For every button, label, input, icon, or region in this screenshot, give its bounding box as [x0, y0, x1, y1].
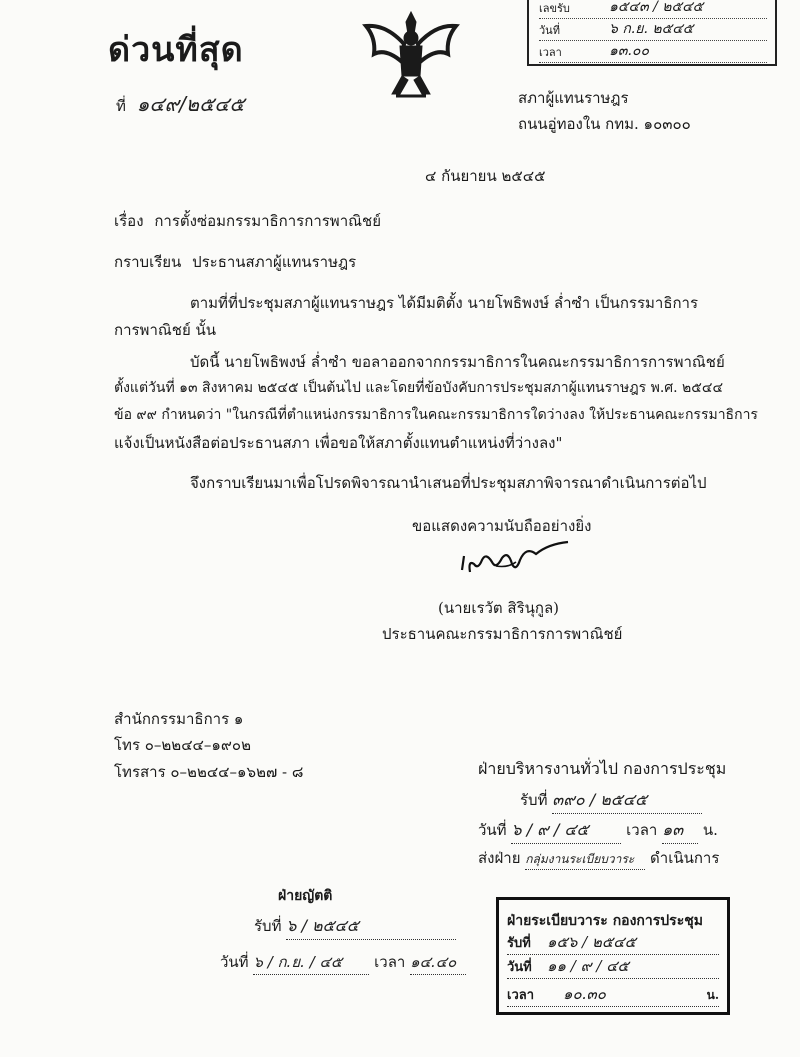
receipt-note-assign: [478, 846, 719, 870]
stamp-row-value: ๑๕๖ / ๒๕๔๕: [547, 933, 636, 951]
stamp-row-suffix: น.: [706, 988, 719, 1002]
stamp-row-label: วันที่: [539, 24, 560, 37]
salutation-label: กราบเรียน: [114, 253, 182, 271]
receipt-note-recv: [520, 788, 702, 814]
legal-note-title: ฝ่ายญัตติ: [278, 888, 333, 904]
doc-number-prefix: ที่: [116, 97, 126, 115]
receipt-note-title: ฝ่ายบริหารงานทั่วไป กองการประชุม: [478, 759, 727, 778]
receipt-note-time-value: ๑๓: [662, 818, 698, 844]
stamp-row-label: รับที่: [507, 936, 531, 951]
receipt-note-assign-label: ส่งฝ่าย: [478, 849, 521, 867]
garuda-emblem: [356, 4, 466, 104]
salutation-text: ประธานสภาผู้แทนราษฎร: [192, 253, 357, 271]
legal-note-recv: [254, 914, 456, 940]
stamp-row: [507, 986, 719, 1007]
body-para2-line3: ข้อ ๙๙ กำหนดว่า "ในกรณีที่ตำแหน่งกรรมาธิการในคณะกรรมาธิการใดว่างลง ให้ประธานคณะกรรมาธิการ: [114, 407, 758, 423]
doc-number-value: ๑๔๙/๒๕๔๕: [136, 92, 245, 116]
signer-title: ประธานคณะกรรมาธิการการพาณิชย์: [382, 625, 623, 643]
stamp-row: [507, 958, 719, 979]
stamp-row: [539, 0, 767, 19]
salutation-line: [114, 250, 356, 274]
legal-note-recv-label: รับที่: [254, 917, 282, 935]
stamp-row: [539, 44, 767, 63]
body-para2-line4: แจ้งเป็นหนังสือต่อประธานสภา เพื่อขอให้สภาตั้งแทนตำแหน่งที่ว่างลง": [114, 434, 563, 452]
receipt-note-recv-value: ๓๙๐ / ๒๕๔๕: [552, 788, 702, 814]
receipt-note-date-label: วันที่: [478, 821, 507, 839]
subject-text: การตั้งซ่อมกรรมาธิการการพาณิชย์: [154, 212, 381, 230]
stamp-row-value: ๑๐.๓๐: [563, 985, 606, 1003]
legal-note-date-value: ๖ / ก.ย. / ๔๕: [253, 950, 369, 975]
stamp-row-label: วันที่: [507, 960, 532, 975]
stamp-row-value: ๖ ก.ย. ๒๕๔๕: [609, 21, 694, 37]
footer-office: สำนักกรรมาธิการ ๑: [114, 710, 244, 728]
subject-label: เรื่อง: [114, 212, 144, 230]
receipt-note-date-value: ๖ / ๙ / ๔๕: [511, 818, 621, 844]
letter-date: ๔ กันยายน ๒๕๔๕: [425, 167, 546, 185]
stamp-row-label: เลขรับ: [539, 2, 570, 15]
body-para2-line2: ตั้งแต่วันที่ ๑๓ สิงหาคม ๒๕๔๕ เป็นต้นไป และโดยที่ข้อบังคับการประชุมสภาผู้แทนราษฎร พ.ศ. ๒๕๔๔: [114, 380, 724, 396]
legal-note-date-label: วันที่: [220, 953, 249, 971]
stamp-row-label: เวลา: [507, 988, 535, 1003]
legal-note-date: [220, 950, 466, 975]
footer-fax: โทรสาร ๐–๒๒๔๔–๑๖๒๗ - ๘: [114, 763, 304, 781]
receipt-stamp-bottom: [496, 897, 730, 1015]
urgent-label: ด่วนที่สุด: [108, 30, 244, 70]
subject-line: [114, 209, 381, 233]
doc-number: [116, 88, 244, 120]
receipt-note-assign-suffix: ดำเนินการ: [650, 849, 720, 867]
footer-phone: โทร ๐–๒๒๔๔–๑๙๐๒: [114, 736, 251, 754]
body-para2-line1: บัดนี้ นายโพธิพงษ์ ล่ำซำ ขอลาออกจากกรรมาธิการในคณะกรรมาธิการการพาณิชย์: [190, 353, 725, 371]
body-para1-line1: ตามที่ที่ประชุมสภาผู้แทนราษฎร ได้มีมติตั้ง นายโพธิพงษ์ ล่ำซำ เป็นกรรมาธิการ: [190, 294, 699, 312]
stamp-title: ฝ่ายระเบียบวาระ กองการประชุม: [507, 913, 703, 929]
agency-address: ถนนอู่ทองใน กทม. ๑๐๓๐๐: [518, 115, 691, 133]
legal-note-time-value: ๑๔.๔๐: [410, 950, 466, 975]
legal-note-recv-value: ๖ / ๒๕๔๕: [286, 914, 456, 940]
closing-regards: ขอแสดงความนับถืออย่างยิ่ง: [412, 517, 592, 535]
stamp-row: [507, 934, 719, 955]
receipt-note-time-suffix: น.: [702, 821, 718, 839]
receipt-note-assign-value: กลุ่มงานระเบียบวาระ: [525, 850, 645, 870]
receipt-note-time-label: เวลา: [626, 821, 658, 839]
body-para1-line2: การพาณิชย์ นั้น: [114, 321, 217, 339]
body-para3: จึงกราบเรียนมาเพื่อโปรดพิจารณานำเสนอที่ประชุมสภาพิจารณาดำเนินการต่อไป: [190, 474, 707, 492]
stamp-row: [539, 22, 767, 41]
receipt-stamp-top: [527, 0, 777, 66]
signature: [456, 536, 576, 586]
legal-note-time-label: เวลา: [374, 953, 406, 971]
stamp-row-label: เวลา: [539, 46, 562, 59]
signer-name: (นายเรวัต สิรินุกูล): [438, 599, 560, 617]
agency-name: สภาผู้แทนราษฎร: [518, 89, 629, 107]
receipt-note-date: [478, 818, 718, 844]
stamp-row-value: ๑๓.๐๐: [609, 43, 649, 59]
receipt-note-recv-label: รับที่: [520, 791, 548, 809]
stamp-row-value: ๑๑ / ๙ / ๔๕: [547, 957, 629, 975]
stamp-row-value: ๑๕๔๓ / ๒๕๔๕: [609, 0, 704, 15]
